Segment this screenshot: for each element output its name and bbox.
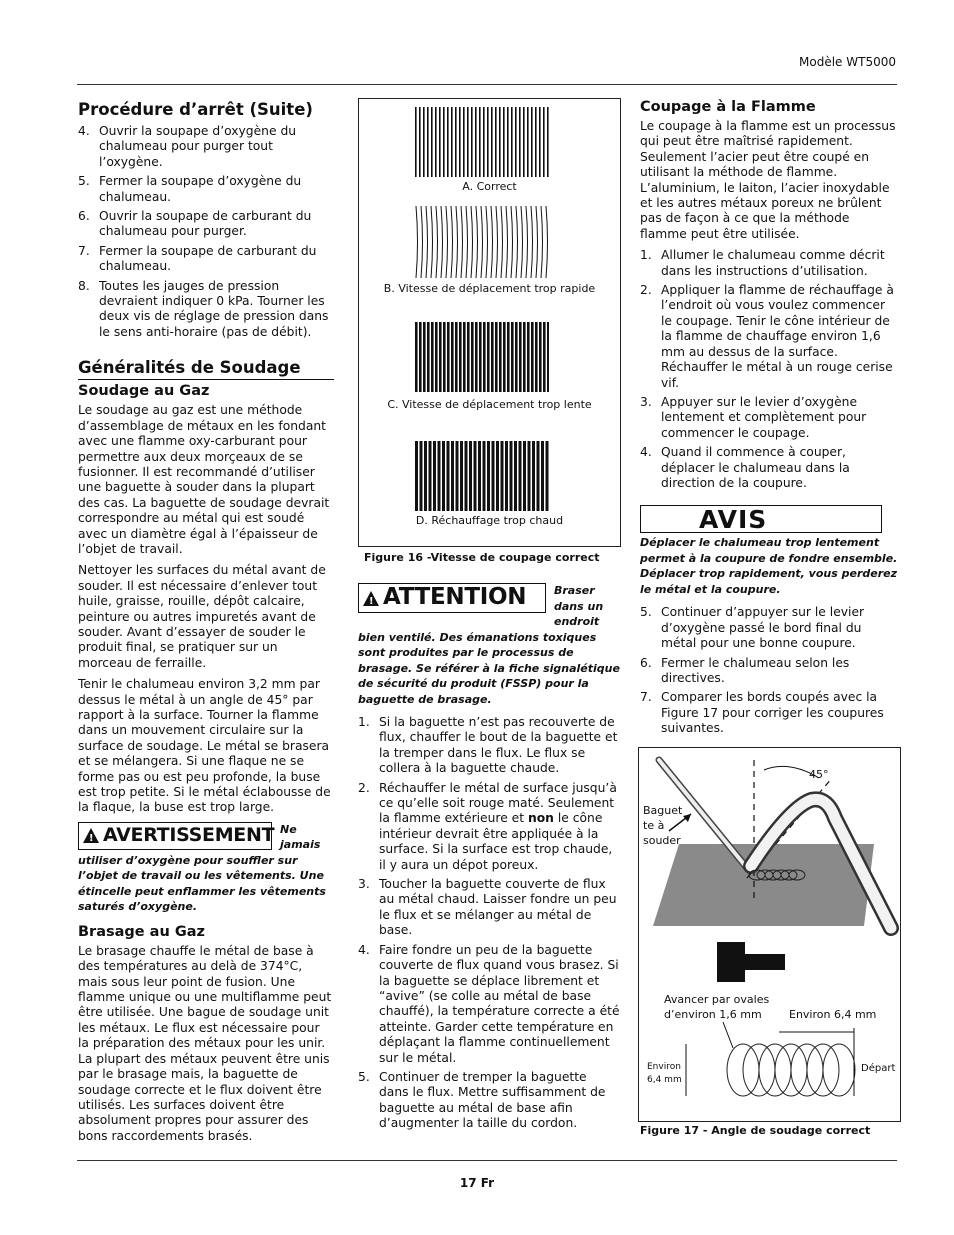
list-item: 5. Continuer d’appuyer sur le levier d’oxygène passé le bord final du métal pour une bonne coupure. xyxy=(640,605,865,651)
column-3 xyxy=(640,98,898,743)
width-label: Environ 6,4 mm xyxy=(789,1008,877,1021)
list-item: 7. Fermer la soupape de carburant du chalumeau. xyxy=(78,243,317,274)
rod-label: Baguet te à souder xyxy=(643,804,683,847)
angle-label: 45° xyxy=(809,768,829,781)
cutting-steps-continued xyxy=(640,605,898,736)
paragraph: Le soudage au gaz est une méthode d’assemblage de métaux en les fondant avec une flamme oxy-carburant pour permettre aux deux morçeaux de se fusionner. Il est recommandé d’utiliser une baguette à souder dans la plupart des cas. La baguette de soudage devrait correspondre au métal qui est soudé avec un diamètre égal à l’épaisseur de l’objet de travail. xyxy=(78,403,330,556)
list-item: 4. Ouvrir la soupape d’oxygène du chalumeau pour purger tout l’oxygène. xyxy=(78,124,297,169)
column-1 xyxy=(78,98,334,1150)
list-item: 6. Ouvrir la soupape de carburant du chalumeau pour purger. xyxy=(78,209,312,239)
cutting-steps xyxy=(640,248,898,491)
weld-sample-c xyxy=(415,322,549,392)
column-2 xyxy=(358,583,620,1138)
subsection-title-gas-welding: Soudage au Gaz xyxy=(78,383,210,400)
attention-text: Braser dans un endroit bien ventilé. Des émanations toxiques sont produites par le processus de brasage. Se référer à la fiche signalétique de sécurité du produit (FSSP) pour la baguette de brasage. xyxy=(358,584,620,706)
figure-label: D. Réchauffage trop chaud xyxy=(415,514,564,527)
attention-label: ! ATTENTION xyxy=(358,583,546,613)
warning-block xyxy=(78,822,334,915)
paragraph: Nettoyer les surfaces du métal avant de souder. Il est nécessaire d’enlever tout huile, graisse, rouille, dépôt calcaire, peinture ou autres impuretés avant de souder. Avant d’essayer de souder le produit final, se pratiquer sur un morceau de ferraille. xyxy=(78,563,326,670)
figure-label: B. Vitesse de déplacement trop rapide xyxy=(383,282,596,295)
oval-pattern xyxy=(727,1044,855,1096)
figure-label: A. Correct xyxy=(462,180,517,193)
list-item: 5. Continuer de tremper la baguette dans le flux. Mettre suffisamment de baguette au métal de base afin d’augmenter la taille du cordon. xyxy=(358,1069,606,1131)
list-item: 1. Si la baguette n’est pas recouverte de flux, chauffer le bout de la baguette et la tremper dans le flux. Le flux se collera à la baguette chaude. xyxy=(358,715,618,776)
notice-block xyxy=(640,505,898,597)
list-item: 2. Appliquer la flamme de réchauffage à l’endroit où vous voulez commencer le coupage. Tenir le cône intérieur de la flamme de chauffage environ 1,6 mm au dessus de la surface. Réchauffer le métal à un rouge cerise vif. xyxy=(640,283,894,390)
paragraph: Le coupage à la flamme est un processus qui peut être maîtrisé rapidement. Seulement l’acier peut être coupé en utilisant la méthode de flamme. L’aluminium, le laiton, l’acier inoxydable et les autres métaux poreux ne brûlent pas de façon à ce que la méthode flamme peut être utilisée. xyxy=(640,119,896,241)
list-item: 4. Faire fondre un peu de la baguette couverte de flux quand vous brasez. Si la baguette se déplace librement et “avive” (se colle au métal de base chauffé), la température correcte a été atteinte. Garder cette température en déplaçant la flamme continuellement sur le métal. xyxy=(358,942,620,1065)
ovals-label: Avancer par ovales d’environ 1,6 mm xyxy=(664,993,770,1021)
warning-triangle-icon xyxy=(363,591,379,606)
weld-sample-d xyxy=(415,441,549,511)
warning-label: ! AVERTISSEMENT xyxy=(78,822,272,850)
header-rule xyxy=(77,84,897,85)
list-item: 3. Toucher la baguette couverte de flux au métal chaud. Laisser fondre un peu le flux et se mélanger au métal de base. xyxy=(358,877,617,938)
footer-rule xyxy=(77,1160,897,1161)
page-number: 17 Fr xyxy=(459,1176,495,1190)
list-item: 3. Appuyer sur le levier d’oxygène lentement et complètement pour commencer le coupage. xyxy=(640,394,867,440)
section-title-shutdown: Procédure d’arrêt (Suite) xyxy=(78,100,313,119)
list-item: 4. Quand il commence à couper, déplacer le chalumeau dans la direction de la coupure. xyxy=(640,445,850,490)
figure-17 xyxy=(638,747,901,1122)
list-item: 8. Toutes les jauges de pression devraient indiquer 0 kPa. Tourner les deux vis de réglage de pression dans le sens anti-horaire (pas de débit). xyxy=(78,278,329,339)
list-item: 6. Fermer le chalumeau selon les directives. xyxy=(640,655,850,685)
weld-sample-a xyxy=(415,107,549,177)
list-item: 1. Allumer le chalumeau comme décrit dans les instructions d’utilisation. xyxy=(640,248,885,278)
model-number: Modèle WT5000 xyxy=(799,55,896,69)
figure-17-caption: Figure 17 - Angle de soudage correct xyxy=(640,1124,871,1137)
attention-block xyxy=(358,583,620,707)
list-item: 7. Comparer les bords coupés avec la Figure 17 pour corriger les coupures suivantes. xyxy=(640,690,884,736)
height-label: Environ 6,4 mm xyxy=(647,1062,682,1085)
paragraph: Tenir le chalumeau environ 3,2 mm par dessus le métal à un angle de 45° par rapport à la surface. Tourner la flamme dans un mouvement circulaire sur la surface de soudage. Le métal se brasera et se mélangera. Si une flaque ne se forme pas ou est peu profonde, la buse est trop petite. Si le métal éclabousse de la flaque, la buse est trop large. xyxy=(78,677,331,815)
subsection-title-brazing: Brasage au Gaz xyxy=(78,923,205,940)
weld-sample-b xyxy=(415,206,549,278)
section-title-welding: Généralités de Soudage xyxy=(78,358,334,380)
paragraph: Le brasage chauffe le métal de base à des températures au delà de 374°C, mais sous leur point de fusion. Une flamme unique ou une multiflamme peut être utilisée. Une bague de soudage unit les métaux. Le flux est nécessaire pour la préparation des métaux pour les unir. La plupart des métaux peuvent être unis par le brasage mais, la baguette de soudage correcte et le flux doivent être utilisés. Les surfaces doivent être absolument propres pour assurer des bons raccordements brasés. xyxy=(78,943,332,1143)
start-label: Départ xyxy=(861,1063,896,1074)
list-item: 2. Réchauffer le métal de surface jusqu’à ce qu’elle soit rouge maté. Seulement la flamme extérieure et non le cône intérieur devrait être appliquée à la surface. Si la surface est trop chaude, il y aura un dépot poreux. xyxy=(358,780,617,872)
shutdown-steps xyxy=(78,124,334,340)
notice-label: AVIS xyxy=(640,505,882,533)
figure-label: C. Vitesse de déplacement trop lente xyxy=(387,398,592,411)
figure-16 xyxy=(358,98,621,547)
list-item: 5. Fermer la soupape d’oxygène du chalumeau. xyxy=(78,174,302,204)
figure-16-caption: Figure 16 -Vitesse de coupage correct xyxy=(364,551,600,564)
notice-text: Déplacer le chalumeau trop lentement permet à la coupure de fondre ensemble. Déplacer trop rapidement, vous perderez le métal et la coupure. xyxy=(640,536,898,596)
warning-text: Ne jamais utiliser d’oxygène pour souffler sur l’objet de travail ou les vêtements. Une étincelle peut enflammer les vêtements saturés d’oxygène. xyxy=(78,822,326,914)
warning-triangle-icon xyxy=(83,828,99,843)
direction-arrow-icon xyxy=(717,942,785,982)
section-title-cutting: Coupage à la Flamme xyxy=(640,99,816,115)
brazing-steps xyxy=(358,715,620,1132)
